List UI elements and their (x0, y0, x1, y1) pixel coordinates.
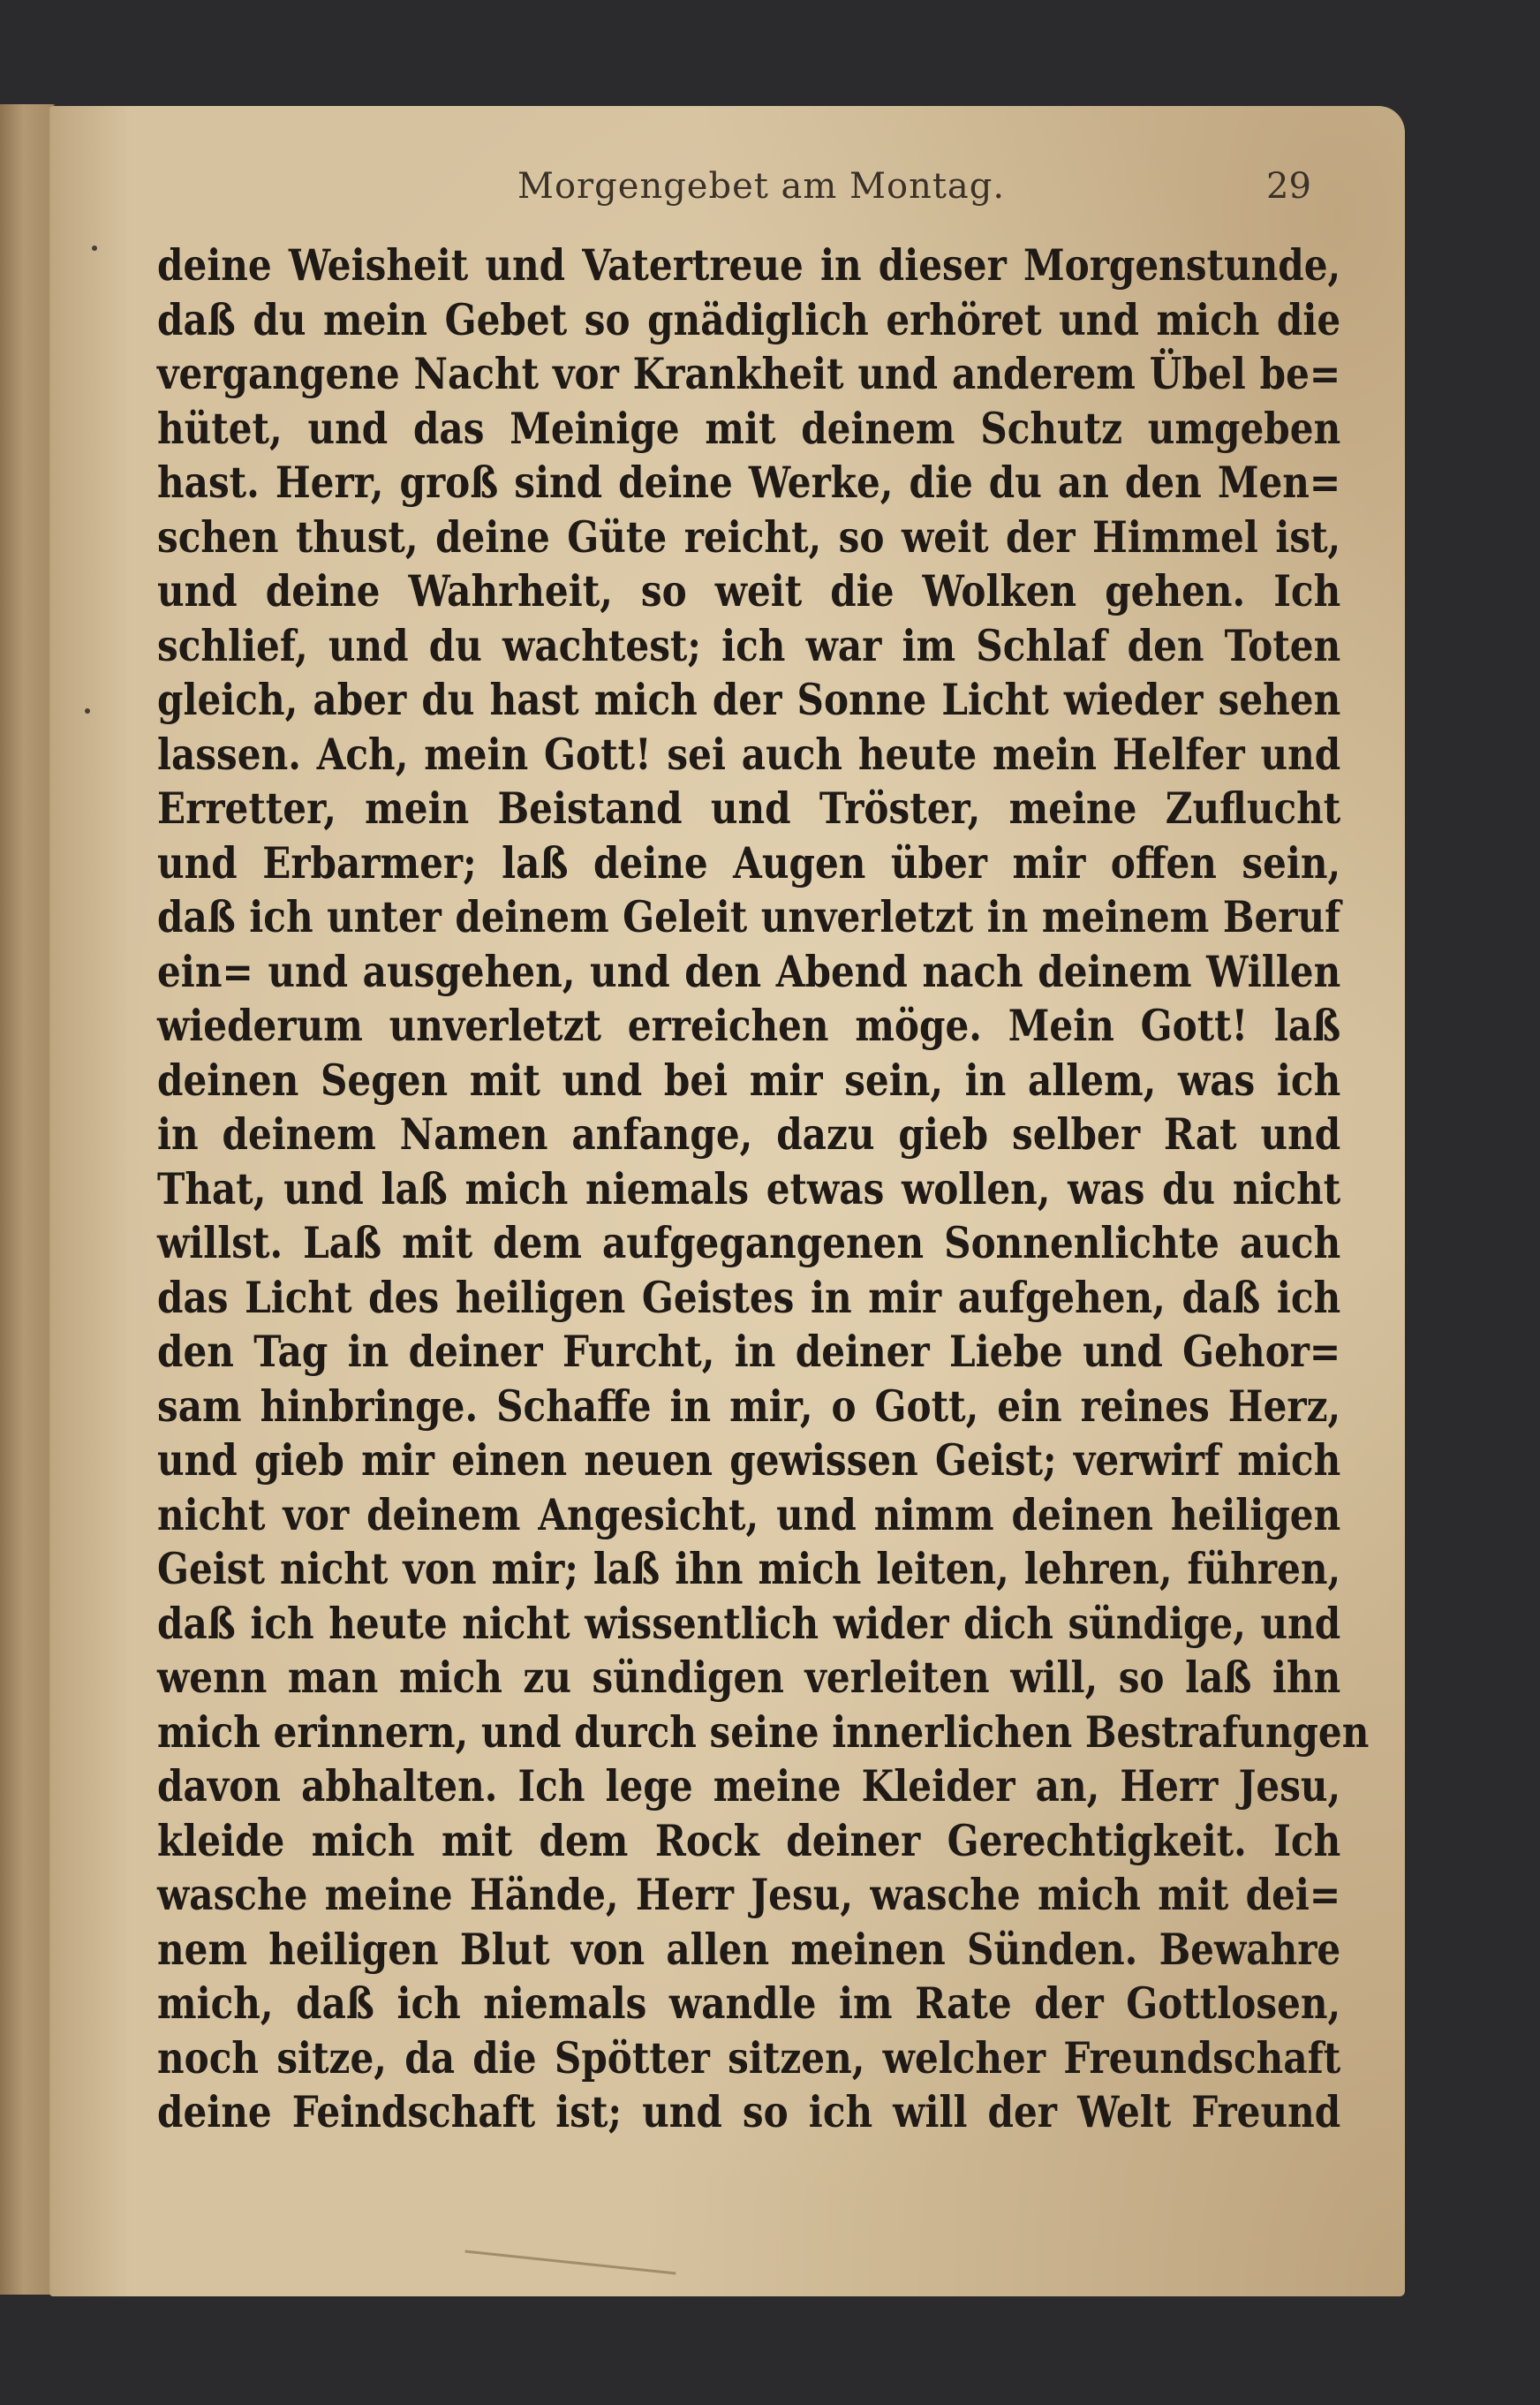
text-line: That, und laß mich niemals etwas wollen, was du nicht (157, 1162, 1341, 1214)
text-line: deine Feindschaft ist; und so ich will der Welt Freund (157, 2086, 1341, 2137)
text-line: mich erinnern, und durch seine innerlichen Bestrafungen (157, 1705, 1370, 1758)
book-page (49, 106, 1405, 2296)
page-number: 29 (1266, 166, 1311, 207)
text-line: nicht vor deinem Angesicht, und nimm deinen heiligen (157, 1488, 1341, 1540)
text-line: deinen Segen mit und bei mir sein, in allem, was ich (157, 1054, 1341, 1106)
running-title: Morgengebet am Montag. (517, 166, 1006, 207)
text-line: lassen. Ach, mein Gott! sei auch heute mein Helfer und (157, 728, 1341, 780)
margin-speck (92, 246, 97, 251)
text-line: nem heiligen Blut von allen meinen Sünden. Bewahre (157, 1923, 1341, 1975)
text-line: und Erbarmer; laß deine Augen über mir offen sein, (157, 836, 1341, 889)
margin-speck (85, 708, 90, 714)
text-line: den Tag in deiner Furcht, in deiner Liebe und Gehor= (157, 1326, 1341, 1377)
text-line: wenn man mich zu sündigen verleiten will, so laß ihn (157, 1652, 1341, 1703)
text-line: kleide mich mit dem Rock deiner Gerechtigkeit. Ich (157, 1814, 1341, 1866)
text-line: deine Weisheit und Vatertreue in dieser Morgenstunde, (157, 239, 1341, 291)
text-line: schlief, und du wachtest; ich war im Schlaf den Toten (157, 619, 1341, 671)
text-line: daß ich heute nicht wissentlich wider dich sündige, und (157, 1597, 1341, 1649)
text-line: hütet, und das Meinige mit deinem Schutz umgeben (157, 402, 1341, 454)
text-line: in deinem Namen anfange, dazu gieb selber Rat und (157, 1108, 1341, 1160)
text-line: mich, daß ich niemals wandle im Rate der Gottlosen, (157, 1978, 1341, 2029)
running-head (49, 166, 1405, 219)
text-line: schen thust, deine Güte reicht, so weit der Himmel ist, (157, 510, 1341, 563)
text-line: davon abhalten. Ich lege meine Kleider an, Herr Jesu, (157, 1760, 1341, 1811)
prayer-text (157, 238, 1370, 2140)
facing-page-edge (0, 104, 55, 2295)
text-line: gleich, aber du hast mich der Sonne Licht wieder sehen (157, 674, 1341, 725)
text-line: daß ich unter deinem Geleit unverletzt in meinem Beruf (157, 891, 1341, 942)
text-line: und gieb mir einen neuen gewissen Geist; verwirf mich (157, 1434, 1341, 1486)
text-line: das Licht des heiligen Geistes in mir aufgehen, daß ich (157, 1271, 1341, 1323)
text-line: Erretter, mein Beistand und Tröster, meine Zuflucht (157, 783, 1341, 834)
text-line: daß du mein Gebet so gnädiglich erhöret und mich die (157, 293, 1341, 345)
text-line: wiederum unverletzt erreichen möge. Mein Gott! laß (157, 1000, 1341, 1051)
text-line: vergangene Nacht vor Krankheit und anderem Übel be= (157, 348, 1341, 399)
text-line: sam hinbringe. Schaffe in mir, o Gott, ein reines Herz, (157, 1380, 1341, 1432)
text-line: wasche meine Hände, Herr Jesu, wasche mich mit dei= (157, 1869, 1341, 1920)
text-line: noch sitze, da die Spötter sitzen, welcher Freundschaft (157, 2031, 1341, 2084)
text-line: und deine Wahrheit, so weit die Wolken gehen. Ich (157, 565, 1341, 616)
text-line: Geist nicht von mir; laß ihn mich leiten, lehren, führen, (157, 1543, 1341, 1594)
text-line: willst. Laß mit dem aufgegangenen Sonnenlichte auch (157, 1217, 1341, 1268)
text-line: ein= und ausgehen, und den Abend nach deinem Willen (157, 945, 1341, 997)
paper-crease (465, 2250, 676, 2274)
text-line: hast. Herr, groß sind deine Werke, die du an den Men= (157, 457, 1341, 508)
